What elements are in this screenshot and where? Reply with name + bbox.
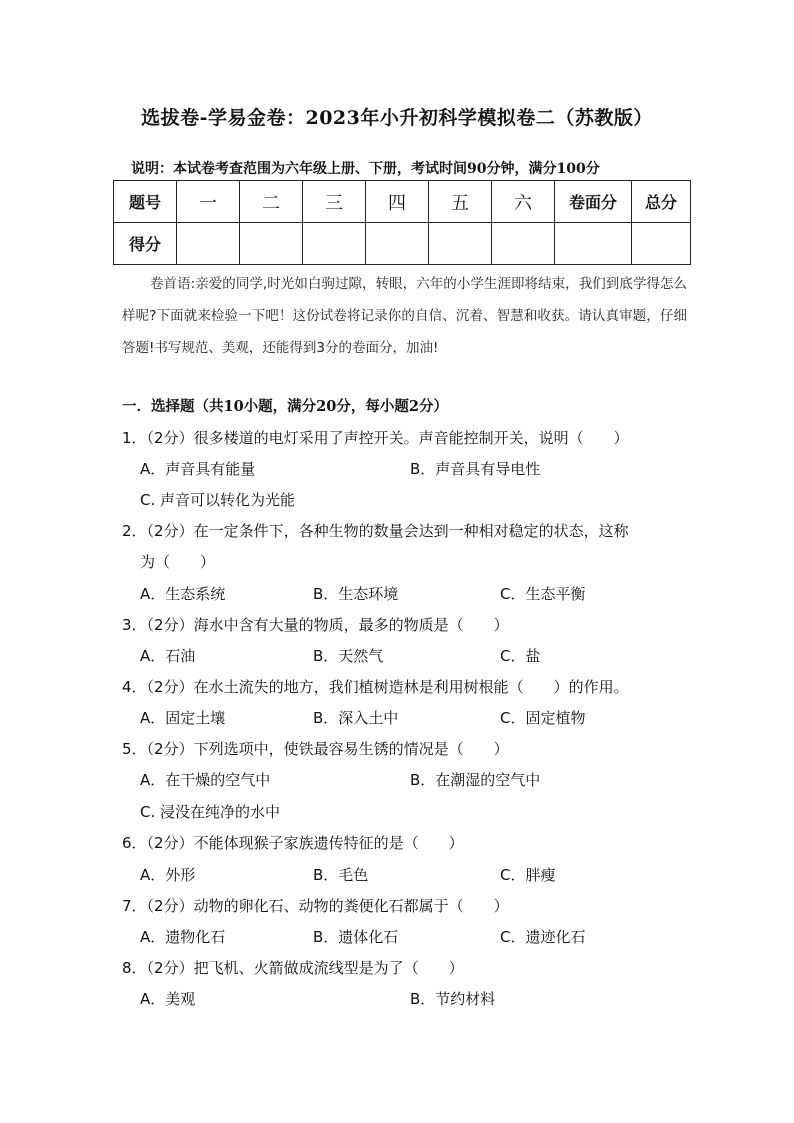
option: C. 声音可以转化为光能: [140, 491, 296, 509]
question-stem: 3．（2分）海水中含有大量的物质，最多的物质是（ ）: [122, 616, 509, 634]
score-table: [113, 180, 691, 265]
header-cell-5: 五: [429, 181, 492, 223]
score-cell: [303, 223, 366, 265]
score-table-score-row: [114, 223, 691, 265]
header-cell-4: 四: [366, 181, 429, 223]
score-cell: [492, 223, 555, 265]
header-cell-1: 一: [177, 181, 240, 223]
option: C．生态平衡: [500, 585, 586, 603]
score-cell: [366, 223, 429, 265]
option: A．外形: [140, 866, 196, 884]
score-table-header-row: [114, 181, 691, 223]
header-cell-total: 总分: [632, 181, 691, 223]
score-cell: [240, 223, 303, 265]
header-cell-6: 六: [492, 181, 555, 223]
option: C．遗迹化石: [500, 928, 586, 946]
option: B．天然气: [313, 647, 384, 665]
option: B．深入土中: [313, 709, 399, 727]
option: C．胖瘦: [500, 866, 556, 884]
score-cell: [632, 223, 691, 265]
question-stem: 8．（2分）把飞机、火箭做成流线型是为了（ ）: [122, 959, 464, 977]
exam-title: 选拔卷-学易金卷：2023年小升初科学模拟卷二（苏教版）: [141, 107, 653, 129]
option: A．石油: [140, 647, 196, 665]
option: B．在潮湿的空气中: [410, 771, 541, 789]
option: C. 浸没在纯净的水中: [140, 803, 281, 821]
header-cell-2: 二: [240, 181, 303, 223]
score-row-label: 得分: [114, 223, 177, 265]
question-stem: 1．（2分）很多楼道的电灯采用了声控开关。声音能控制开关，说明（ ）: [122, 429, 629, 447]
option: A．在干燥的空气中: [140, 771, 271, 789]
option: A．固定土壤: [140, 709, 226, 727]
score-cell: [555, 223, 632, 265]
option: B．声音具有导电性: [410, 460, 541, 478]
question-stem: 6．（2分）不能体现猴子家族遗传特征的是（ ）: [122, 834, 464, 852]
question-stem: 4．（2分）在水土流失的地方，我们植树造林是利用树根能（ ）的作用。: [122, 678, 629, 696]
option: A．美观: [140, 990, 196, 1008]
question-stem-continued: 为（ ）: [140, 553, 216, 571]
question-stem: 5．（2分）下列选项中，使铁最容易生锈的情况是（ ）: [122, 740, 509, 758]
option: B．遗体化石: [313, 928, 399, 946]
option: C．固定植物: [500, 709, 586, 727]
header-cell-paper: 卷面分: [555, 181, 632, 223]
option: A．遗物化石: [140, 928, 226, 946]
option: C．盐: [500, 647, 541, 665]
option: A．声音具有能量: [140, 460, 256, 478]
score-cell: [177, 223, 240, 265]
option: A．生态系统: [140, 585, 226, 603]
section-title: 一．选择题（共10小题，满分20分，每小题2分）: [122, 398, 448, 415]
header-cell-3: 三: [303, 181, 366, 223]
question-stem: 2．（2分）在一定条件下，各种生物的数量会达到一种相对稳定的状态，这称: [122, 522, 629, 540]
header-cell-item: 题号: [114, 181, 177, 223]
exam-note: 说明：本试卷考查范围为六年级上册、下册，考试时间90分钟，满分100分: [131, 161, 600, 177]
intro-paragraph: 卷首语:亲爱的同学,时光如白驹过隙，转眼，六年的小学生涯即将结束，我们到底学得怎么样呢?下面就来检验一下吧！这份试卷将记录你的自信、沉着、智慧和收获。请认真审题，仔细答题!书写规范、美观，还能得到3分的卷面分，加油!: [122, 276, 687, 356]
option: B．生态环境: [313, 585, 399, 603]
question-stem: 7．（2分）动物的卵化石、动物的粪便化石都属于（ ）: [122, 897, 509, 915]
option: B．毛色: [313, 866, 369, 884]
option: B．节约材料: [410, 990, 496, 1008]
score-cell: [429, 223, 492, 265]
